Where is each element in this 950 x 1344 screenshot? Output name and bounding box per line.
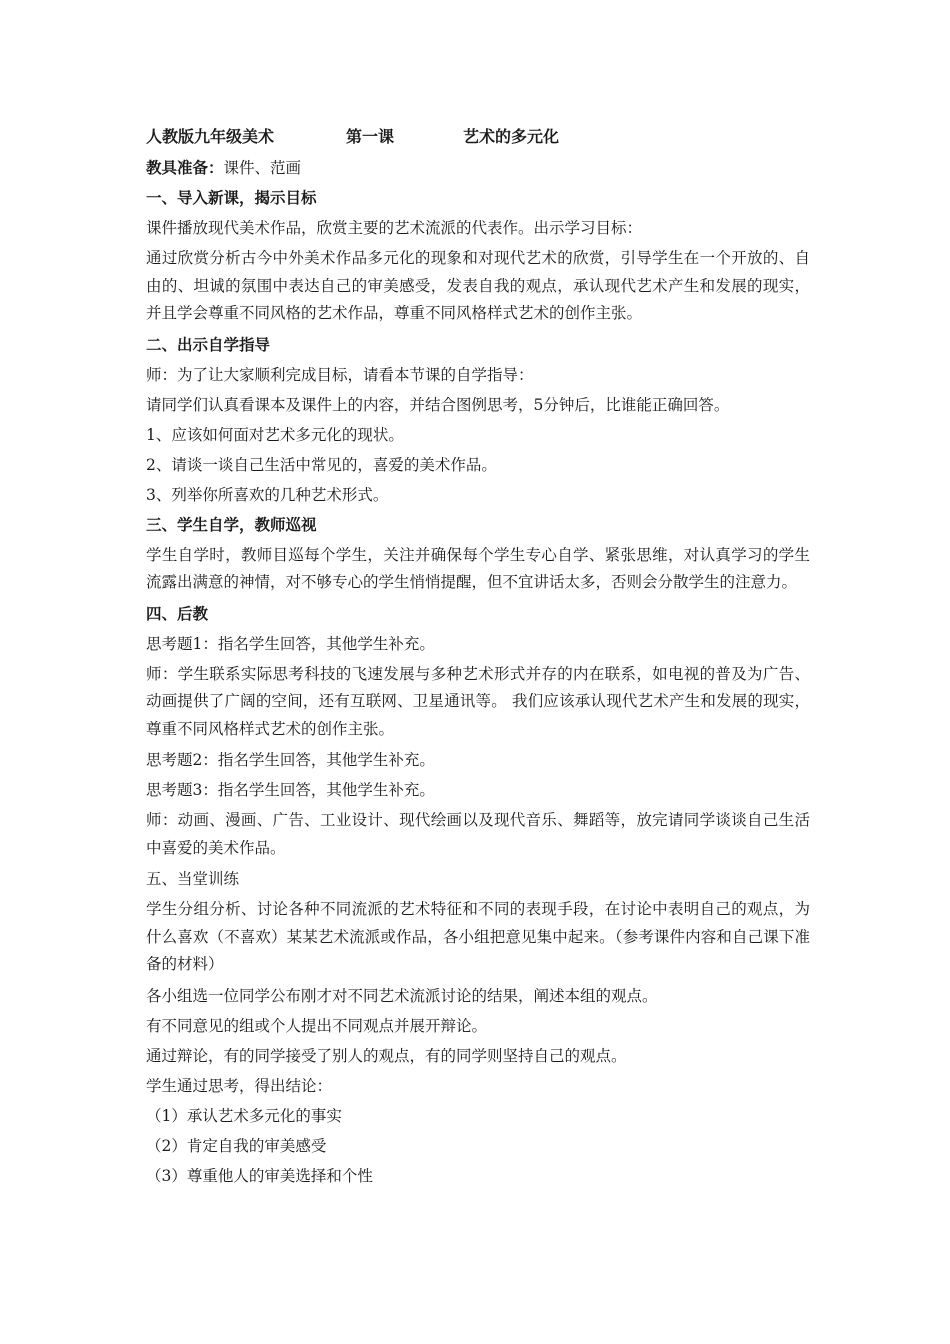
section-5-paragraph-3: 有不同意见的组或个人提出不同观点并展开辩论。 [146, 1016, 488, 1035]
section-5-paragraph-2: 各小组选一位同学公布刚才对不同艺术流派讨论的结果，阐述本组的观点。 [146, 986, 658, 1005]
section-5-paragraph-1: 学生分组分析、讨论各种不同流派的艺术特征和不同的表现手段，在讨论中表明自己的观点，为什么喜欢（不喜欢）某某艺术流派或作品，各小组把意见集中起来。（参考课件内容和自己课下准备的材料） [146, 900, 810, 973]
conclusion-2: （2）肯定自我的审美感受 [146, 1136, 327, 1155]
title-publisher: 人教版九年级美术 [146, 127, 275, 146]
prep-line [146, 155, 810, 181]
section-2-heading: 二、出示自学指导 [146, 334, 271, 354]
section-1-paragraph-1: 课件播放现代美术作品，欣赏主要的艺术流派的代表作。出示学习目标： [146, 219, 643, 237]
section-4-paragraph-2: 师：学生联系实际思考科技的飞速发展与多种艺术形式并存的内在联系，如电视的普及为广告、动画提供了广阔的空间，还有互联网、卫星通讯等。 我们应该承认现代艺术产生和发展的现实，尊重不同风格样式艺术的创作主张。 [146, 664, 810, 738]
conclusion-1: （1）承认艺术多元化的事实 [146, 1106, 342, 1125]
section-5-paragraph-4: 通过辩论，有的同学接受了别人的观点，有的同学则坚持自己的观点。 [146, 1046, 627, 1065]
document-title [146, 123, 810, 151]
section-5-paragraph-5: 学生通过思考，得出结论： [146, 1076, 333, 1095]
section-4-paragraph-5: 师：动画、漫画、广告、工业设计、现代绘画以及现代音乐、舞蹈等，放完请同学谈谈自己生活中喜爱的美术作品。 [146, 811, 810, 857]
title-lesson: 第一课 [346, 127, 395, 146]
section-3-paragraph-1: 学生自学时，教师目巡每个学生，关注并确保每个学生专心自学、紧张思维，对认真学习的学生流露出满意的神情，对不够专心的学生悄悄提醒，但不宜讲话太多，否则会分散学生的注意力。 [146, 545, 810, 591]
prep-label: 教具准备： [146, 158, 224, 177]
section-4-paragraph-4: 思考题3：指名学生回答，其他学生补充。 [146, 781, 435, 799]
question-2: 2、请谈一谈自己生活中常见的，喜爱的美术作品。 [146, 455, 497, 474]
section-2-paragraph-2: 请同学们认真看课本及课件上的内容，并结合图例思考，5分钟后，比谁能正确回答。 [146, 395, 730, 414]
title-topic: 艺术的多元化 [463, 127, 560, 146]
question-3: 3、列举你所喜欢的几种艺术形式。 [146, 485, 389, 504]
section-3-heading: 三、学生自学，教师巡视 [146, 514, 317, 534]
section-2-paragraph-1: 师：为了让大家顺利完成目标，请看本节课的自学指导： [146, 365, 534, 384]
question-1: 1、应该如何面对艺术多元化的现状。 [146, 425, 404, 444]
section-4-heading: 四、后教 [146, 603, 209, 623]
section-1-paragraph-2: 通过欣赏分析古今中外美术作品多元化的现象和对现代艺术的欣赏，引导学生在一个开放的、自由的、坦诚的氛围中表达自己的审美感受，发表自我的观点，承认现代艺术产生和发展的现实，并且学会尊重不同风格的艺术作品，尊重不同风格样式艺术的创作主张。 [146, 249, 810, 322]
section-5-heading: 五、当堂训练 [146, 870, 240, 888]
document-body [146, 123, 810, 1193]
section-4-paragraph-1: 思考题1：指名学生回答，其他学生补充。 [146, 634, 435, 653]
prep-value: 课件、范画 [223, 159, 302, 177]
section-4-paragraph-3: 思考题2：指名学生回答，其他学生补充。 [146, 751, 435, 769]
section-1-heading: 一、导入新课，揭示目标 [146, 188, 317, 207]
conclusion-3: （3）尊重他人的审美选择和个性 [146, 1166, 373, 1185]
